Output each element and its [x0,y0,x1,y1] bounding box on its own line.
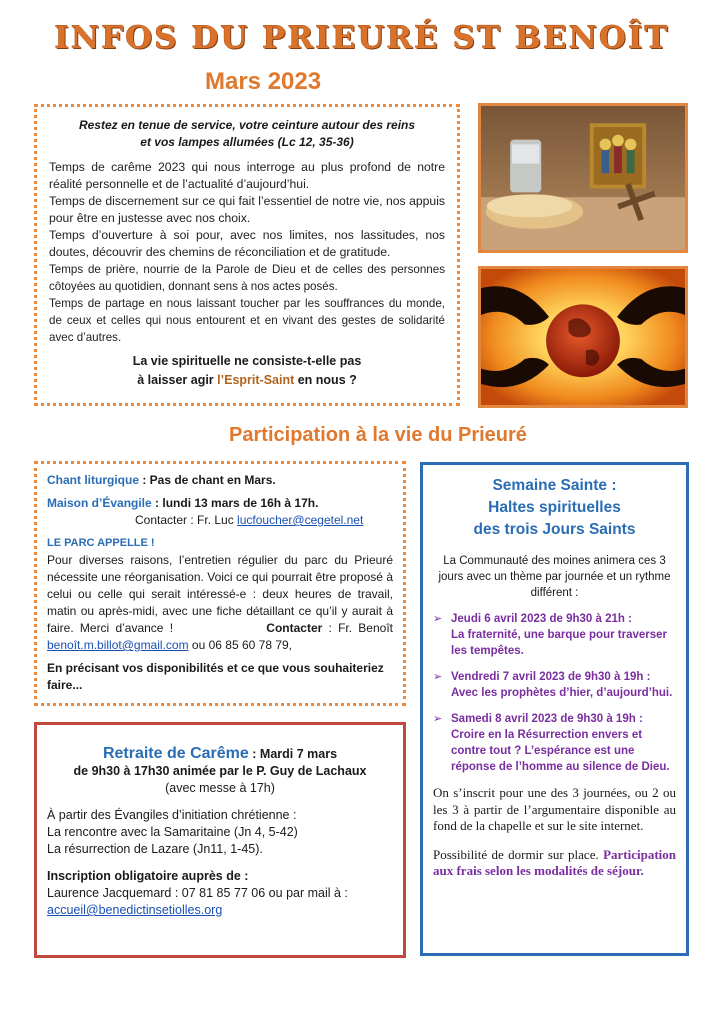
day-what: Croire en la Résurrection envers et contre tout ? L’espérance est une réponse de l’homme au silence de Dieu. [451,729,670,773]
arrow-bullet-icon: ➢ [433,613,443,625]
intro-paragraph: Temps de carême 2023 qui nous interroge au plus profond de notre réalité personnelle et de l’actualité d’aujourd’hui. [49,160,445,191]
photo-bread-icon [478,103,688,253]
stay-plain: Possibilité de dormir sur place. [433,846,604,862]
inscription-label: Inscription obligatoire auprès de : [47,869,249,883]
intro-paragraph: Temps de partage en nous laissant toucher par les souffrances du monde, de ceux et celles qui nous entourent et en vivant des gestes de solidarité avec d’autres. [49,297,445,344]
arrow-bullet-icon: ➢ [433,671,443,683]
retraite-heading [47,745,393,763]
retraite-line: À partir des Évangiles d’initiation chrétienne : [47,808,297,822]
photo-hands-earth-icon [478,266,688,408]
stay-highlight: Participation aux frais selon les modalités de séjour. [433,846,676,878]
participation-box [34,461,406,706]
intro-closing [49,352,445,390]
retraite-line: La résurrection de Lazare (Jn11, 1-45). [47,842,263,856]
maison-text: : lundi 13 mars de 16h à 17h. [151,496,319,510]
intro-paragraph: Temps de discernement sur ce qui fait l’essentiel de notre vie, nos appuis pour être en justesse avec nos choix. [49,194,445,225]
inscription-email-link[interactable]: accueil@benedictinsetiolles.org [47,903,223,917]
intro-quote [49,117,445,151]
parc-end: En précisant vos disponibilités et ce que vous souhaiteriez faire... [47,661,384,692]
page-subtitle: Mars 2023 [205,68,322,95]
retraite-title: Retraite de Carême [102,745,249,762]
retraite-schedule: de 9h30 à 17h30 animée par le P. Guy de Lachaux [73,764,367,778]
chant-label: Chant liturgique [47,473,139,487]
retraite-box [34,722,406,958]
quote-line: Restez en tenue de service, votre ceinture autour des reins [78,118,416,132]
parc-title: LE PARC APPELLE ! [47,537,155,549]
retraite-date: : Mardi 7 mars [248,747,338,761]
hands-earth-icon-photo [481,269,685,405]
esprit-saint-text: l’Esprit-Saint [217,373,295,387]
participation-heading: Participation à la vie du Prieuré [229,424,527,446]
maison-row [47,495,393,512]
semaine-days-list [433,611,676,775]
semaine-title-line: Haltes spirituelles [488,499,621,516]
parc-phone: ou 06 85 60 78 79, [188,638,293,652]
inscription-contact: Laurence Jacquemard : 07 81 85 77 06 ou par mail à : [47,886,348,900]
bread-icon-photo [481,106,685,250]
day-what: Avec les prophètes d’hier, d’aujourd’hui. [451,687,673,699]
closing-text: en nous ? [294,373,357,387]
semaine-inscription-text: On s’inscrit pour une des 3 journées, ou 2 ou les 3 à partir de l’argumentaire disponible au fond de la chapelle et sur le site internet. [433,785,676,833]
semaine-title-line: des trois Jours Saints [473,521,636,538]
semaine-intro: La Communauté des moines animera ces 3 jours avec un thème par journée et un rythme différent : [438,555,671,599]
closing-text: à laisser agir [137,373,218,387]
parc-email-link[interactable]: benoît.m.billot@gmail.com [47,638,189,652]
page-title: INFOS DU PRIEURÉ ST BENOÎT [54,20,670,56]
semaine-title [433,475,676,541]
intro-paragraph: Temps de prière, nourrie de la Parole de Dieu et de celles des personnes côtoyées au quotidien, donnant sens à nos actes posés. [49,263,445,293]
semaine-sainte-box [420,462,689,956]
list-item [433,711,676,775]
retraite-line: La rencontre avec la Samaritaine (Jn 4, 5-42) [47,825,298,839]
intro-paragraph: Temps d’ouverture à soi pour, avec nos limites, nos lassitudes, nos doutes, découvrir des chemins de réconciliation et de gratitude. [49,228,445,259]
day-what: La fraternité, une barque pour traverser les tempêtes. [451,629,668,657]
intro-box [34,104,460,406]
intro-text [49,159,445,346]
maison-label: Maison d’Évangile [47,496,152,510]
day-when: Jeudi 6 avril 2023 de 9h30 à 21h : [451,613,632,625]
maison-email-link[interactable]: lucfoucher@cegetel.net [237,513,364,527]
closing-line [49,371,445,390]
closing-line: La vie spirituelle ne consiste-t-elle pas [132,354,362,368]
chant-text: : Pas de chant en Mars. [139,473,276,487]
retraite-messe: (avec messe à 17h) [165,781,275,795]
semaine-title-line: Semaine Sainte : [492,477,617,494]
list-item [433,669,676,701]
chant-row [47,472,393,489]
parc-contact-name: : Fr. Benoît [322,621,393,635]
retraite-body [47,807,393,858]
parc-body: Pour diverses raisons, l’entretien régulier du parc du Prieuré nécessite une réorganisation. Voici ce qui pourrait être proposé à celui ou celle qui serait intéressé-e : deux heures de travail, matin ou après-midi, avec une fiche détaillant ce qu’il y aurait à faire. Merci d’avance ! [47,553,393,635]
arrow-bullet-icon: ➢ [433,713,443,725]
parc-text [47,552,393,654]
day-when: Samedi 8 avril 2023 de 9h30 à 19h : [451,713,643,725]
list-item [433,611,676,659]
semaine-stay-text [433,847,676,880]
parc-contact-label: Contacter [266,621,323,635]
day-when: Vendredi 7 avril 2023 de 9h30 à 19h : [451,671,651,683]
maison-contact [47,512,393,529]
quote-line: et vos lampes allumées (Lc 12, 35-36) [140,135,354,149]
maison-contact-label: Contacter : Fr. Luc [135,513,238,527]
